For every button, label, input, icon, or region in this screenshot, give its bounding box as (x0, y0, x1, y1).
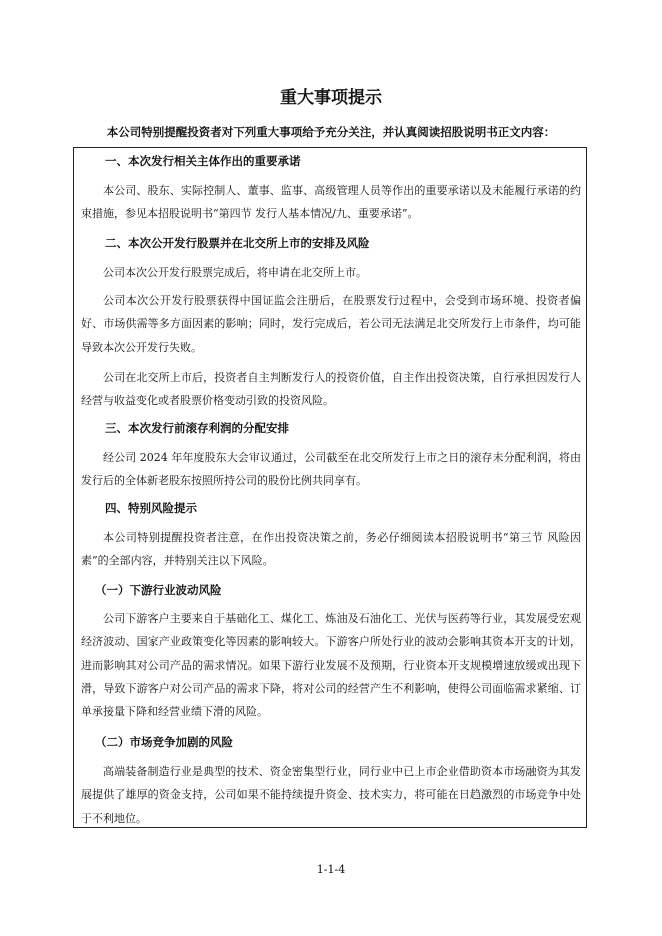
page-title: 重大事项提示 (280, 88, 382, 108)
section-4-paragraph-1: 本公司特别提醒投资者注意，在作出投资决策之前，务必仔细阅读本招股说明书“第三节 风险因素”的全部内容，并特别关注以下风险。 (81, 531, 581, 568)
section-heading-3: 三、本次发行前滚存利润的分配安排 (105, 421, 289, 435)
section-4-1-paragraph-1: 公司下游客户主要来自于基础化工、煤化工、炼油及石油化工、光伏与医药等行业，其发展受宏观经济波动、国家产业政策变化等因素的影响较大。下游客户所处行业的波动会影响其资本开支的计划，进而影响其对公司产品的需求情况。如果下游行业发展不及预期，行业资本开支规模增速放缓或出现下滑，导致下游客户对公司产品的需求下降，将对公司的经营产生不利影响，使得公司面临需求紧缩、订单承接量下降和经营业绩下滑的风险。 (81, 612, 581, 719)
section-2-paragraph-1: 公司本次公开发行股票完成后，将申请在北交所上市。 (103, 266, 367, 279)
section-heading-1: 一、本次发行相关主体作出的重要承诺 (105, 154, 301, 168)
section-2-paragraph-3: 公司在北交所上市后，投资者自主判断发行人的投资价值，自主作出投资决策，自行承担因发行人经营与收益变化或者股票价格变动引致的投资风险。 (81, 371, 581, 408)
section-1-paragraph-1: 本公司、股东、实际控制人、董事、监事、高级管理人员等作出的重要承诺以及未能履行承诺的约束措施，参见本招股说明书“第四节 发行人基本情况/九、重要承诺”。 (81, 184, 581, 221)
page-subtitle: 本公司特别提醒投资者对下列重大事项给予充分关注，并认真阅读招股说明书正文内容： (106, 125, 556, 139)
page-number: 1-1-4 (316, 863, 346, 876)
section-4-2-paragraph-1: 高端装备制造行业是典型的技术、资金密集型行业，同行业中已上市企业借助资本市场融资为其发展提供了雄厚的资金支持，公司如果不能持续提升资金、技术实力，将可能在日趋激烈的市场竞争中处于不利地位。 (81, 765, 581, 825)
section-heading-4-1: （一）下游行业波动风险 (95, 583, 222, 597)
section-2-paragraph-2: 公司本次公开发行股票获得中国证监会注册后，在股票发行过程中，会受到市场环境、投资者偏好、市场供需等多方面因素的影响；同时，发行完成后，若公司无法满足北交所发行上市条件，均可能导致本次公开发行失败。 (81, 294, 581, 354)
section-heading-2: 二、本次公开发行股票并在北交所上市的安排及风险 (105, 236, 370, 250)
section-heading-4-2: （二）市场竞争加剧的风险 (95, 735, 233, 749)
section-heading-4: 四、特别风险提示 (105, 501, 197, 515)
section-3-paragraph-1: 经公司 2024 年年度股东大会审议通过，公司截至在北交所发行上市之日的滚存未分配利润，将由发行后的全体新老股东按照所持公司的股份比例共同享有。 (81, 451, 581, 488)
